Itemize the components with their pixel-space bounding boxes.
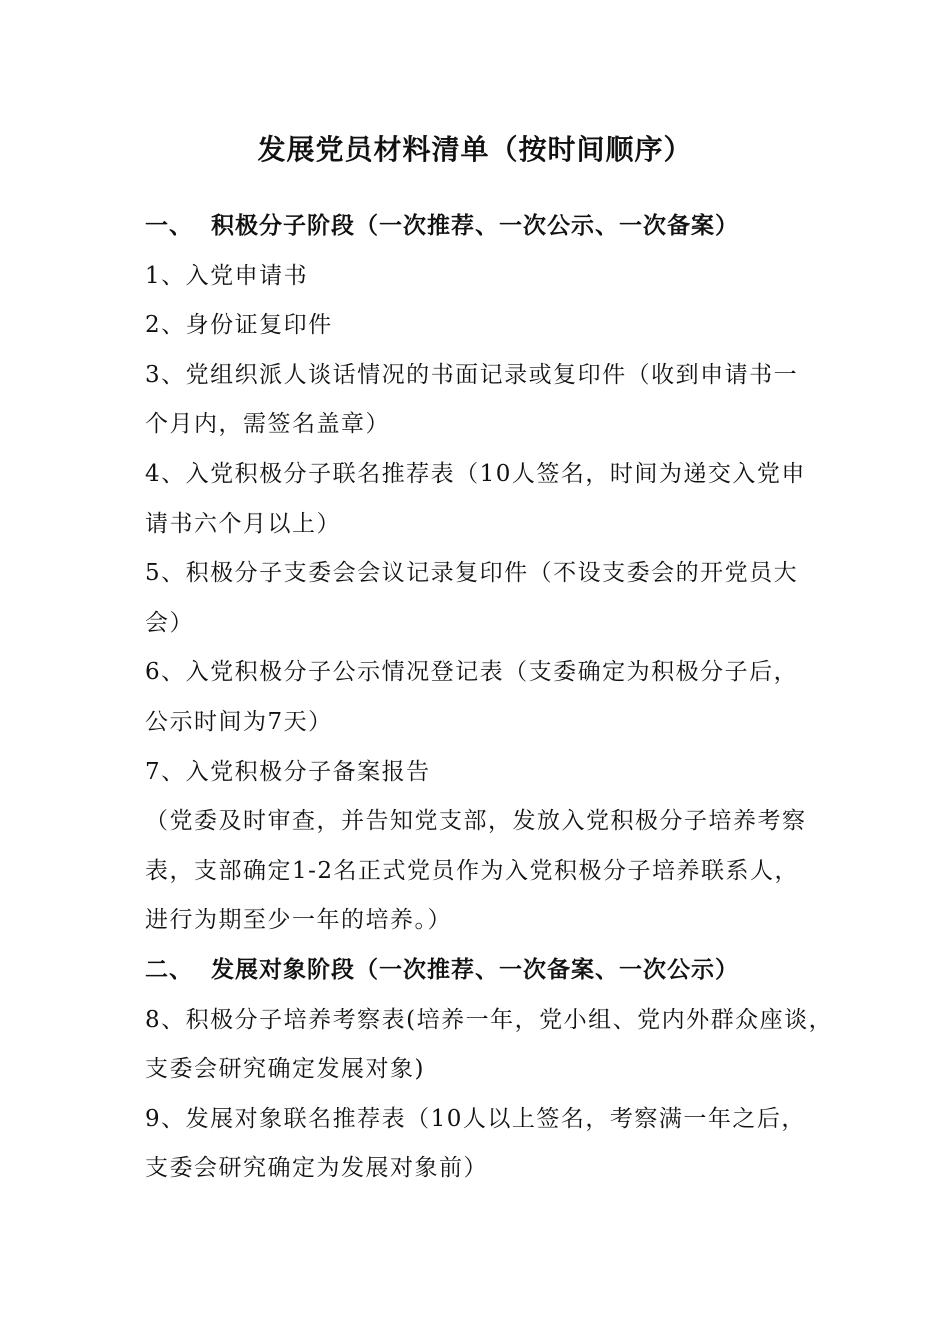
text-line: （党委及时审查，并告知党支部，发放入党积极分子培养考察 — [145, 808, 807, 835]
text-line: 8、积极分子培养考察表(培养一年，党小组、党内外群众座谈， — [145, 1006, 834, 1033]
text-line: 请书六个月以上） — [145, 510, 341, 537]
section-heading-1 — [145, 202, 815, 252]
text-line: 个月内，需签名盖章） — [145, 411, 390, 438]
text-line: 5、积极分子支委会会议记录复印件（不设支委会的开党员大 — [145, 560, 799, 587]
text-line: 会） — [145, 609, 194, 636]
section-heading-2 — [145, 946, 815, 996]
section-title: 积极分子阶段（一次推荐、一次公示、一次备案） — [211, 213, 739, 239]
text-line: 公示时间为7天） — [145, 708, 333, 735]
text-line: 6、入党积极分子公示情况登记表（支委确定为积极分子后， — [145, 659, 799, 686]
section-number: 一、 — [145, 213, 193, 239]
text-line: 4、入党积极分子联名推荐表（10人签名，时间为递交入党申 — [145, 460, 806, 487]
text-line: 支委会研究确定发展对象) — [145, 1056, 425, 1083]
text-line: 2、身份证复印件 — [145, 312, 333, 339]
text-line: 7、入党积极分子备案报告 — [145, 758, 431, 785]
document-title: 发展党员材料清单（按时间顺序） — [257, 133, 693, 166]
text-line: 表，支部确定1-2名正式党员作为入党积极分子培养联系人， — [145, 857, 800, 884]
text-line: 支委会研究确定为发展对象前） — [145, 1155, 488, 1182]
section-number: 二、 — [145, 956, 193, 983]
text-line: 9、发展对象联名推荐表（10人以上签名，考察满一年之后， — [145, 1105, 806, 1132]
text-line: 3、党组织派人谈话情况的书面记录或复印件（收到申请书一 — [145, 361, 799, 388]
text-line: 1、入党申请书 — [145, 262, 309, 289]
text-line: 进行为期至少一年的培养。） — [145, 907, 452, 934]
document-body — [145, 202, 834, 1194]
section-title: 发展对象阶段（一次推荐、一次备案、一次公示） — [211, 956, 739, 983]
